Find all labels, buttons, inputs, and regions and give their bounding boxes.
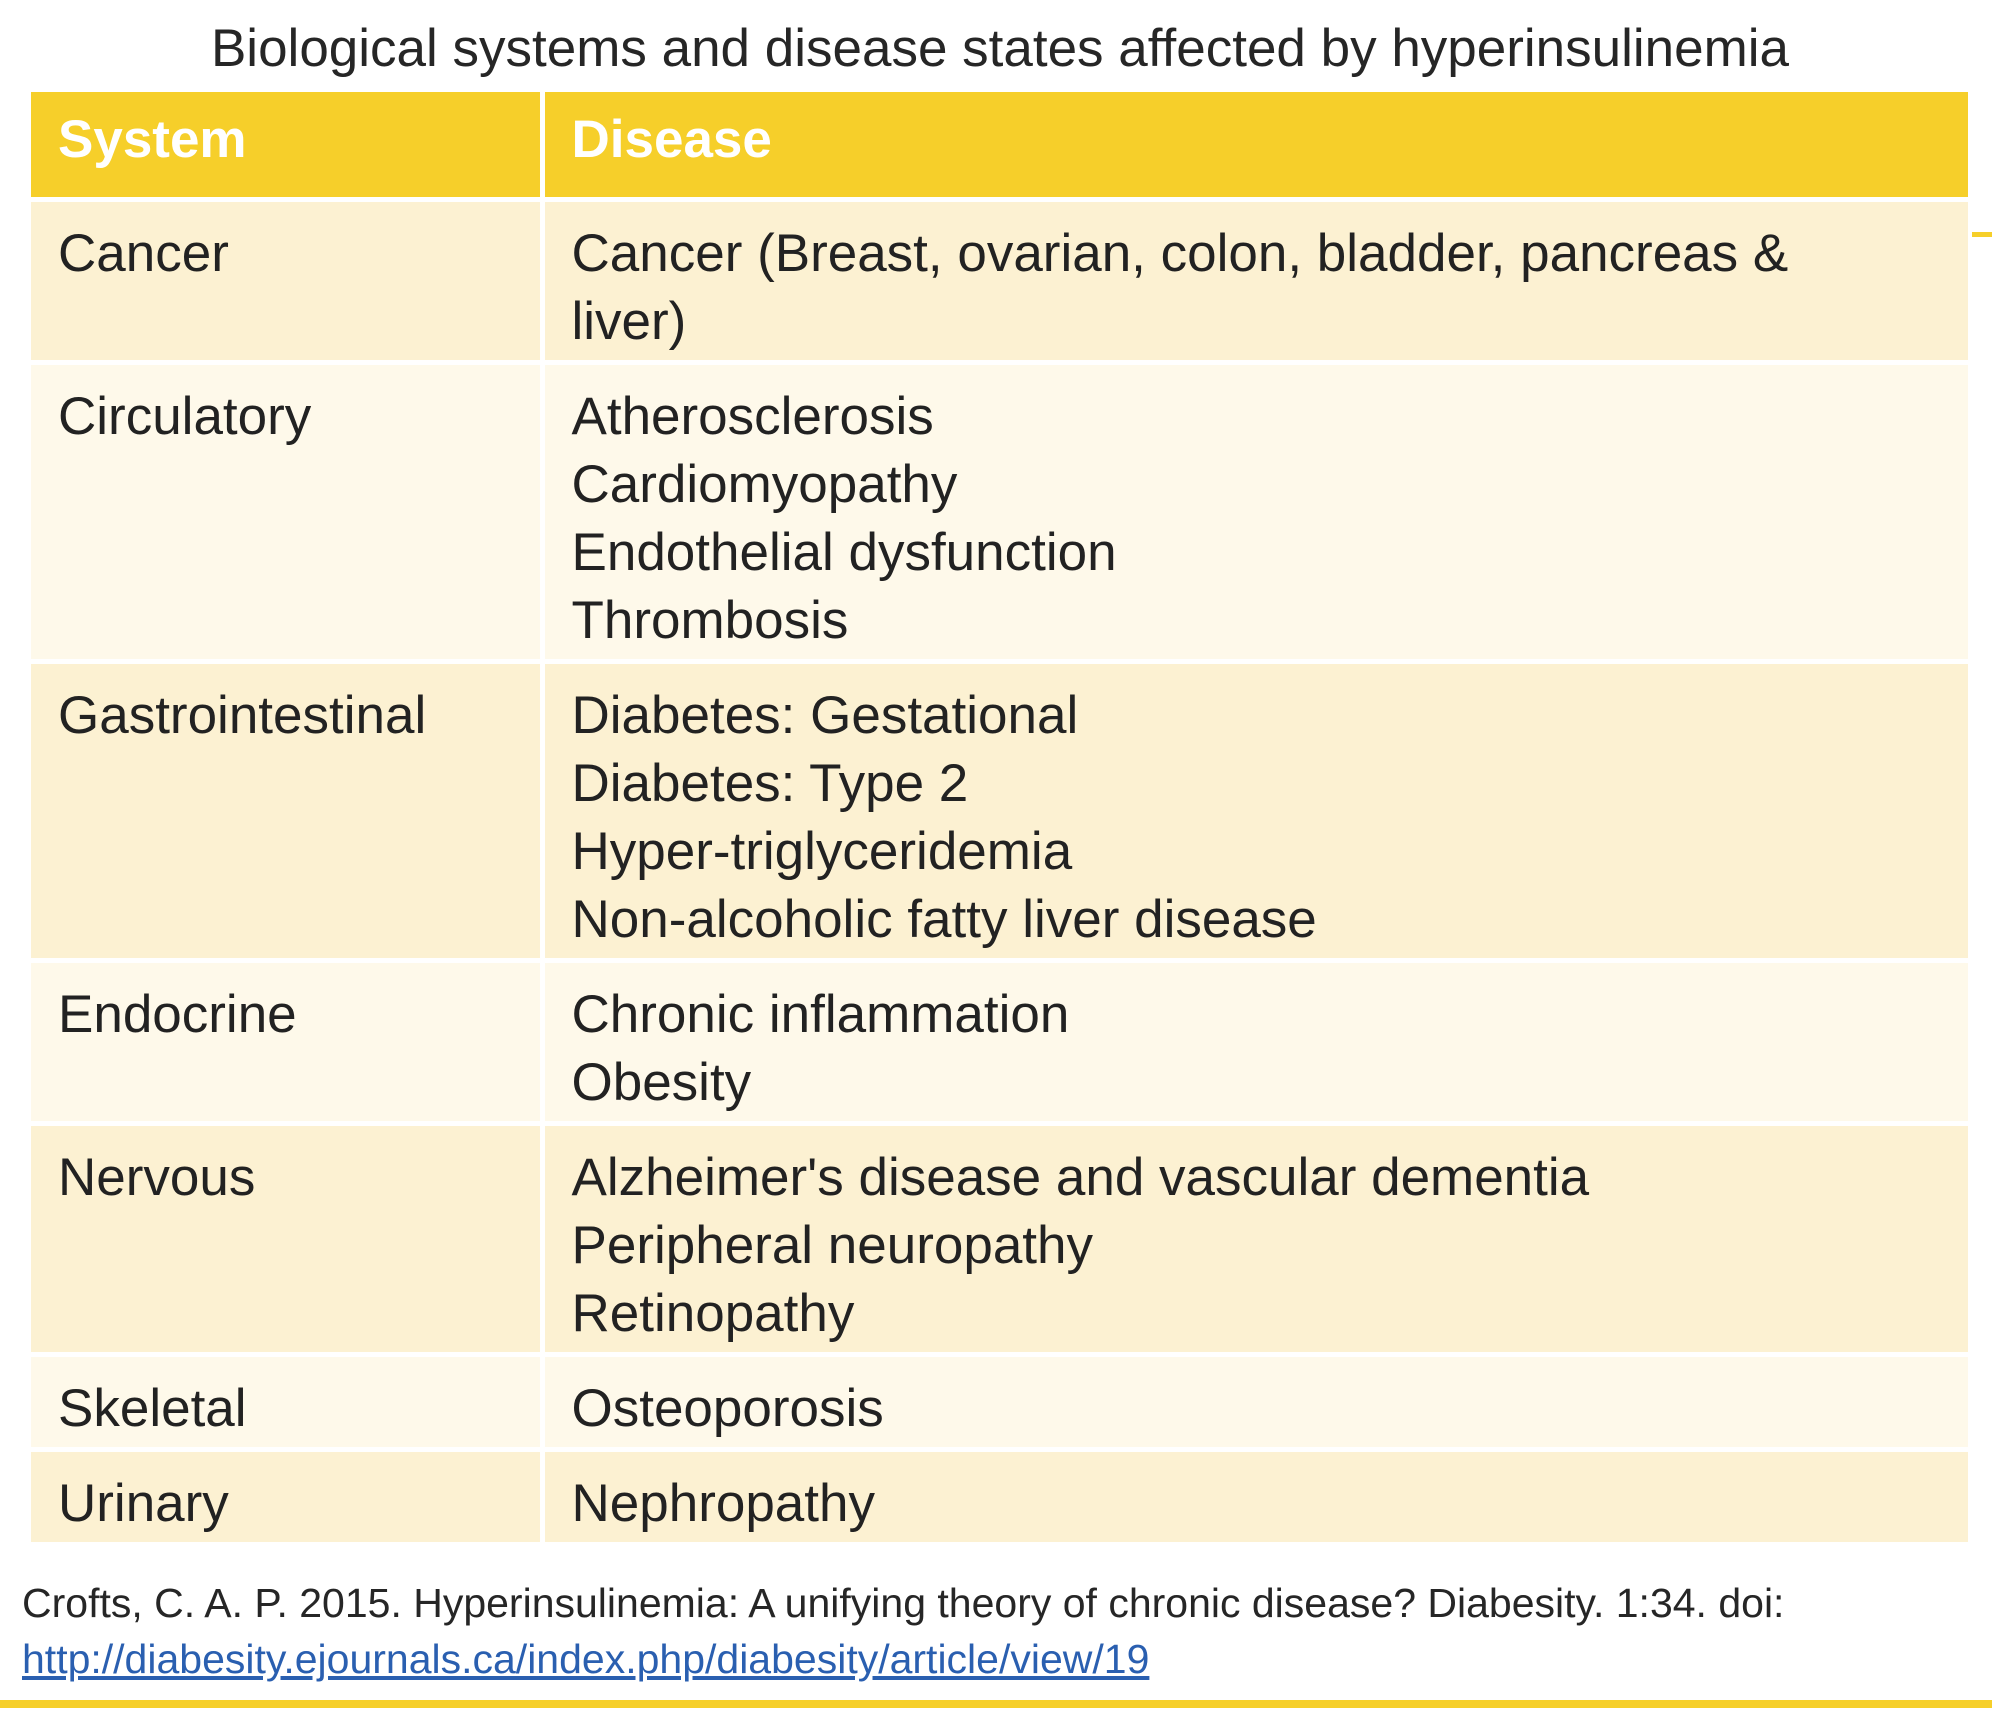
footer-bar bbox=[0, 1700, 1992, 1708]
disease-item: Thrombosis bbox=[571, 590, 849, 650]
disease-item: Osteoporosis bbox=[571, 1378, 884, 1438]
disease-cell bbox=[542, 960, 1968, 1123]
disease-item: Endothelial dysfunction bbox=[571, 522, 1117, 582]
table-row bbox=[31, 960, 1968, 1123]
citation-link[interactable]: http://diabesity.ejournals.ca/index.php/diabesity/article/view/19 bbox=[22, 1636, 1150, 1682]
disease-cell bbox=[542, 661, 1968, 960]
disease-cell bbox=[542, 1354, 1968, 1449]
system-cell: Cancer bbox=[31, 199, 542, 362]
page-title: Biological systems and disease states affected by hyperinsulinemia bbox=[210, 19, 1790, 78]
disease-item: Diabetes: Gestational bbox=[571, 685, 1079, 745]
disease-item: Nephropathy bbox=[571, 1473, 875, 1533]
disease-table bbox=[31, 92, 1968, 1547]
table-row bbox=[31, 199, 1968, 362]
system-cell: Endocrine bbox=[31, 960, 542, 1123]
header-system: System bbox=[31, 92, 542, 199]
system-cell: Skeletal bbox=[31, 1354, 542, 1449]
system-cell: Circulatory bbox=[31, 362, 542, 661]
system-cell: Gastrointestinal bbox=[31, 661, 542, 960]
disease-item: Cancer (Breast, ovarian, colon, bladder, pancreas & bbox=[571, 223, 1789, 283]
disease-item: Alzheimer's disease and vascular dementia bbox=[571, 1147, 1590, 1207]
accent-tick bbox=[1972, 232, 1992, 237]
table-row bbox=[31, 1354, 1968, 1449]
table-row bbox=[31, 1449, 1968, 1544]
disease-cell bbox=[542, 1123, 1968, 1354]
citation-text: Crofts, C. A. P. 2015. Hyperinsulinemia: A unifying theory of chronic disease? Diabesity. 1:34. doi: bbox=[22, 1580, 1785, 1626]
table-row bbox=[31, 661, 1968, 960]
disease-cell bbox=[542, 362, 1968, 661]
table-row bbox=[31, 362, 1968, 661]
header-disease: Disease bbox=[542, 92, 1968, 199]
disease-cell bbox=[542, 199, 1968, 362]
disease-item: Chronic inflammation bbox=[571, 984, 1070, 1044]
system-cell: Nervous bbox=[31, 1123, 542, 1354]
citation bbox=[22, 1575, 1992, 1687]
system-cell: Urinary bbox=[31, 1449, 542, 1544]
disease-cell bbox=[542, 1449, 1968, 1544]
disease-item: Diabetes: Type 2 bbox=[571, 753, 969, 813]
table-row bbox=[31, 1123, 1968, 1354]
disease-item: Retinopathy bbox=[571, 1283, 855, 1343]
disease-item: Peripheral neuropathy bbox=[571, 1215, 1094, 1275]
disease-item: Hyper-triglyceridemia bbox=[571, 821, 1073, 881]
disease-item: Obesity bbox=[571, 1052, 752, 1112]
disease-item: liver) bbox=[571, 291, 687, 351]
disease-item: Cardiomyopathy bbox=[571, 454, 958, 514]
disease-item: Non-alcoholic fatty liver disease bbox=[571, 889, 1317, 949]
table-header-row bbox=[31, 92, 1968, 199]
disease-item: Atherosclerosis bbox=[571, 386, 934, 446]
